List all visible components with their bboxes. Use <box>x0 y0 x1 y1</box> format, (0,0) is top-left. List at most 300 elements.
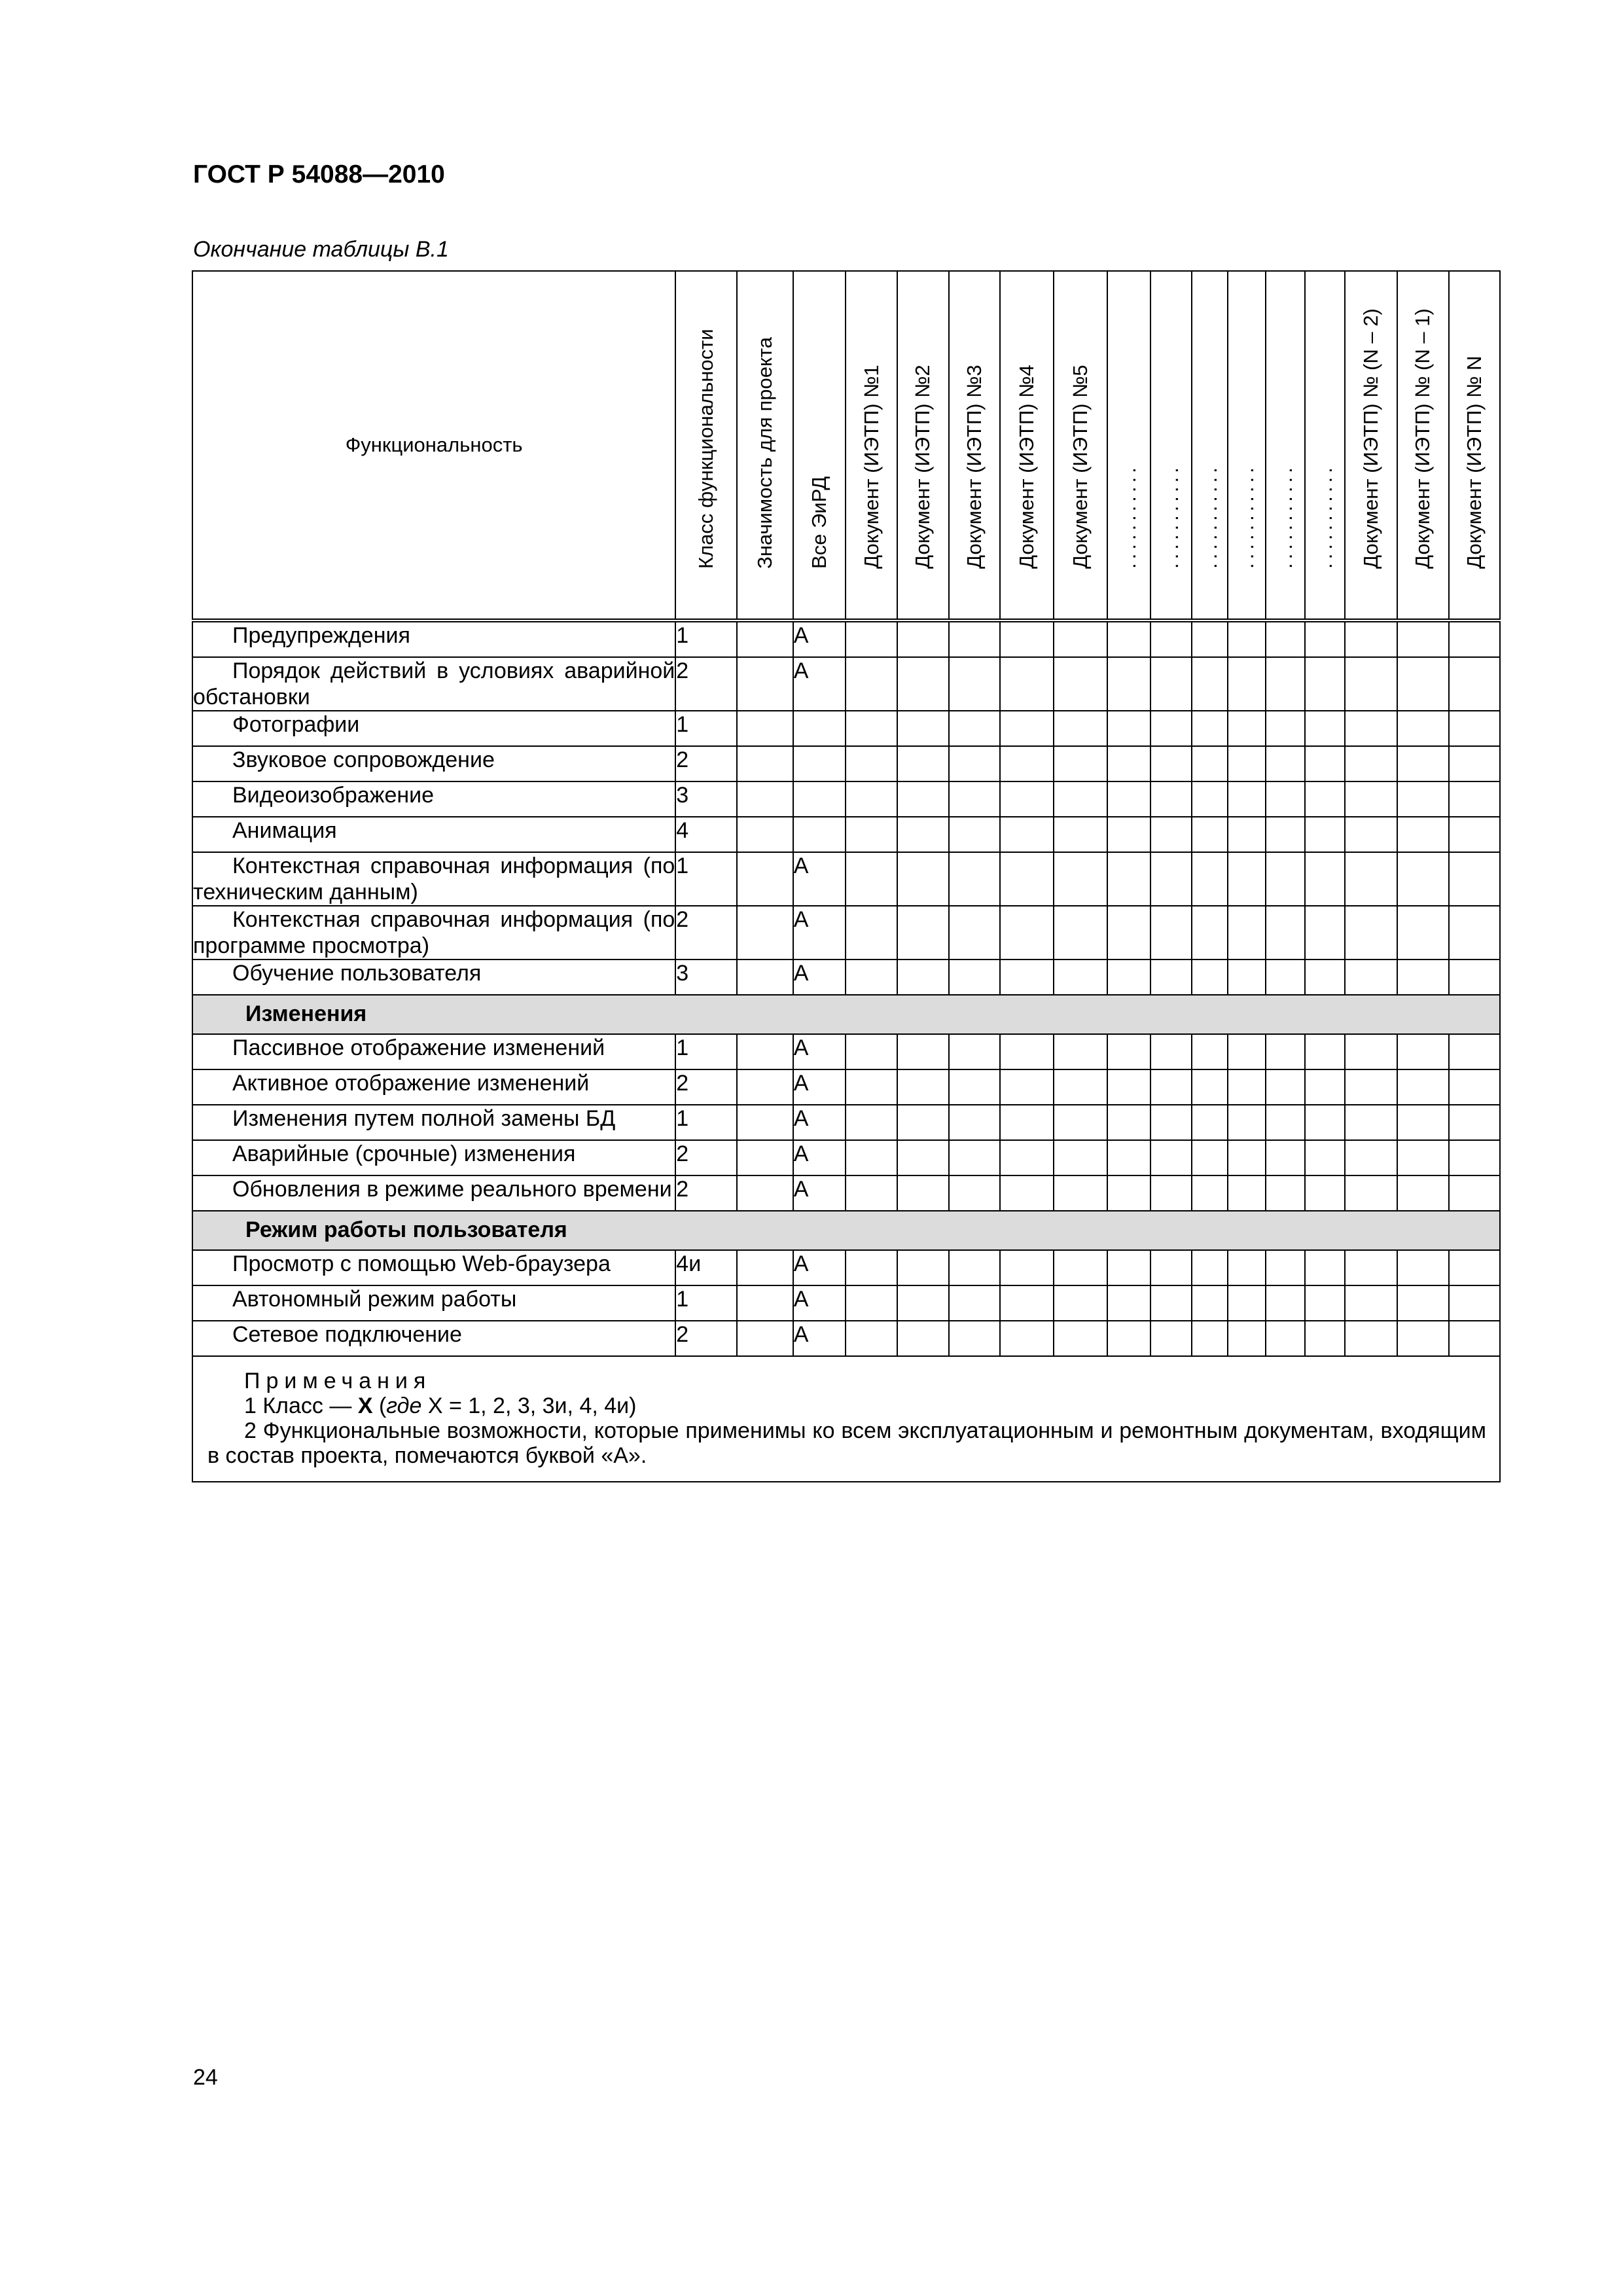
document-cell <box>1449 746 1500 781</box>
document-cell <box>1150 711 1192 746</box>
column-header <box>737 271 793 620</box>
document-cell <box>1305 1069 1345 1105</box>
document-cell <box>1449 960 1500 995</box>
note-1-italic: где <box>386 1393 422 1418</box>
document-cell <box>949 781 1001 817</box>
note-2: 2 Функциональные возможности, которые применимы ко всем эксплуатационным и ремонтным документам, входящим в состав проекта, помечаются буквой «А». <box>207 1418 1486 1468</box>
document-cell <box>1228 746 1265 781</box>
class-cell: 2 <box>675 906 737 960</box>
document-cell <box>1345 1175 1397 1211</box>
feature-cell: Предупреждения <box>192 620 675 657</box>
feature-cell: Изменения путем полной замены БД <box>192 1105 675 1140</box>
document-cell <box>1345 1140 1397 1175</box>
document-cell <box>1107 781 1151 817</box>
document-cell <box>1397 1250 1450 1285</box>
document-cell <box>1228 1321 1265 1356</box>
significance-cell <box>737 1140 793 1175</box>
table-row <box>192 906 1500 960</box>
document-cell <box>846 781 897 817</box>
document-cell <box>1266 852 1306 906</box>
class-cell: 4и <box>675 1250 737 1285</box>
document-cell <box>1192 1175 1228 1211</box>
document-cell <box>846 852 897 906</box>
document-cell <box>949 1250 1001 1285</box>
feature-cell: Аварийные (срочные) изменения <box>192 1140 675 1175</box>
header-row <box>192 271 1500 620</box>
notes-cell <box>192 1356 1500 1482</box>
table-row <box>192 1175 1500 1211</box>
document-cell <box>846 906 897 960</box>
document-cell <box>846 1140 897 1175</box>
document-cell <box>1107 960 1151 995</box>
all-docs-cell: А <box>793 906 846 960</box>
document-cell <box>1107 1321 1151 1356</box>
document-cell <box>1000 1140 1054 1175</box>
document-cell <box>1228 620 1265 657</box>
document-cell <box>846 1175 897 1211</box>
table-body <box>192 620 1500 1356</box>
document-cell <box>1228 1069 1265 1105</box>
document-cell <box>1192 1140 1228 1175</box>
document-cell <box>1397 746 1450 781</box>
document-cell <box>1228 711 1265 746</box>
document-cell <box>949 711 1001 746</box>
document-cell <box>1054 620 1107 657</box>
document-cell <box>897 1285 949 1321</box>
document-cell <box>897 1175 949 1211</box>
document-cell <box>1397 711 1450 746</box>
document-cell <box>1192 657 1228 711</box>
document-cell <box>949 1140 1001 1175</box>
document-cell <box>1449 1321 1500 1356</box>
document-cell <box>1397 1175 1450 1211</box>
significance-cell <box>737 1069 793 1105</box>
document-cell <box>1107 1140 1151 1175</box>
class-cell: 1 <box>675 852 737 906</box>
column-header <box>1449 271 1500 620</box>
document-cell <box>1305 781 1345 817</box>
table-row <box>192 1105 1500 1140</box>
column-header <box>793 271 846 620</box>
document-cell <box>846 1285 897 1321</box>
document-cell <box>897 817 949 852</box>
document-cell <box>949 906 1001 960</box>
column-header <box>1266 271 1306 620</box>
document-cell <box>1107 906 1151 960</box>
document-cell <box>1150 817 1192 852</box>
all-docs-cell <box>793 781 846 817</box>
document-cell <box>1054 852 1107 906</box>
document-cell <box>1192 852 1228 906</box>
feature-cell: Сетевое подключение <box>192 1321 675 1356</box>
class-cell: 1 <box>675 1105 737 1140</box>
document-cell <box>949 620 1001 657</box>
document-cell <box>1000 620 1054 657</box>
column-header-label: Документ (ИЭТП) №2 <box>911 365 935 569</box>
document-cell <box>1054 711 1107 746</box>
all-docs-cell <box>793 817 846 852</box>
column-header-label: Документ (ИЭТП) №1 <box>859 365 883 569</box>
document-cell <box>897 960 949 995</box>
document-cell <box>1397 1034 1450 1069</box>
document-cell <box>1305 1034 1345 1069</box>
document-cell <box>1150 1069 1192 1105</box>
column-header-label: ........... <box>1198 463 1221 569</box>
document-cell <box>1228 817 1265 852</box>
document-cell <box>846 746 897 781</box>
document-cell <box>949 1175 1001 1211</box>
document-cell <box>1000 1105 1054 1140</box>
column-header-label: Класс функциональности <box>694 329 718 569</box>
document-cell <box>1228 1140 1265 1175</box>
document-cell <box>1305 817 1345 852</box>
document-cell <box>1345 1285 1397 1321</box>
all-docs-cell: А <box>793 1105 846 1140</box>
document-cell <box>1397 1321 1450 1356</box>
document-cell <box>1397 1140 1450 1175</box>
table-row <box>192 1250 1500 1285</box>
note-1-class-symbol: X <box>357 1393 373 1418</box>
document-cell <box>949 960 1001 995</box>
document-cell <box>1397 1069 1450 1105</box>
column-header-label: Документ (ИЭТП) № N <box>1463 355 1486 569</box>
functionality-table <box>192 270 1501 1482</box>
document-cell <box>1107 1250 1151 1285</box>
document-cell <box>1054 781 1107 817</box>
document-cell <box>1305 852 1345 906</box>
document-cell <box>949 1321 1001 1356</box>
document-cell <box>1449 711 1500 746</box>
feature-cell: Активное отображение изменений <box>192 1069 675 1105</box>
document-cell <box>1449 1069 1500 1105</box>
document-cell <box>1228 960 1265 995</box>
document-cell <box>1000 657 1054 711</box>
document-cell <box>1266 1034 1306 1069</box>
document-cell <box>1449 1175 1500 1211</box>
document-cell <box>897 906 949 960</box>
feature-cell: Звуковое сопровождение <box>192 746 675 781</box>
document-cell <box>1054 1250 1107 1285</box>
document-cell <box>1449 657 1500 711</box>
document-cell <box>1228 906 1265 960</box>
document-cell <box>949 657 1001 711</box>
column-header-label: Документ (ИЭТП) №4 <box>1015 365 1039 569</box>
document-cell <box>949 746 1001 781</box>
document-cell <box>846 620 897 657</box>
all-docs-cell: А <box>793 1034 846 1069</box>
column-header <box>1228 271 1265 620</box>
document-cell <box>1228 1034 1265 1069</box>
document-cell <box>1397 1105 1450 1140</box>
document-cell <box>1107 852 1151 906</box>
document-cell <box>1345 852 1397 906</box>
table-row <box>192 1034 1500 1069</box>
document-cell <box>1054 960 1107 995</box>
document-cell <box>1228 1250 1265 1285</box>
feature-cell: Порядок действий в условиях аварийной обстановки <box>193 658 675 709</box>
document-cell <box>1345 1034 1397 1069</box>
feature-cell: Контекстная справочная информация (по программе просмотра) <box>193 907 675 958</box>
document-cell <box>949 1069 1001 1105</box>
class-cell: 3 <box>675 781 737 817</box>
class-cell: 4 <box>675 817 737 852</box>
document-cell <box>897 657 949 711</box>
document-cell <box>1054 906 1107 960</box>
section-row <box>192 995 1500 1034</box>
document-cell <box>1449 1105 1500 1140</box>
document-cell <box>1305 1140 1345 1175</box>
document-cell <box>1107 817 1151 852</box>
document-cell <box>1345 1321 1397 1356</box>
document-cell <box>1054 746 1107 781</box>
feature-column-header: Функциональность <box>192 271 675 620</box>
document-cell <box>1192 711 1228 746</box>
table-row <box>192 1285 1500 1321</box>
all-docs-cell: А <box>793 1175 846 1211</box>
document-cell <box>949 852 1001 906</box>
document-cell <box>846 1250 897 1285</box>
column-header <box>1397 271 1450 620</box>
document-cell <box>1000 1175 1054 1211</box>
document-cell <box>1000 781 1054 817</box>
column-header <box>675 271 737 620</box>
document-cell <box>1449 1034 1500 1069</box>
significance-cell <box>737 1321 793 1356</box>
document-cell <box>897 852 949 906</box>
document-cell <box>949 1285 1001 1321</box>
feature-cell: Фотографии <box>192 711 675 746</box>
column-header <box>949 271 1001 620</box>
all-docs-cell: А <box>793 1140 846 1175</box>
document-cell <box>949 1034 1001 1069</box>
document-cell <box>1345 746 1397 781</box>
document-cell <box>1345 781 1397 817</box>
document-cell <box>1107 620 1151 657</box>
significance-cell <box>737 817 793 852</box>
document-cell <box>1107 1105 1151 1140</box>
document-cell <box>1054 1285 1107 1321</box>
notes-row <box>192 1356 1500 1482</box>
document-cell <box>1107 1175 1151 1211</box>
document-cell <box>1397 657 1450 711</box>
significance-cell <box>737 1285 793 1321</box>
feature-cell: Автономный режим работы <box>192 1285 675 1321</box>
table-row <box>192 960 1500 995</box>
table-row <box>192 781 1500 817</box>
significance-cell <box>737 1105 793 1140</box>
table-row <box>192 711 1500 746</box>
document-cell <box>1054 1034 1107 1069</box>
document-cell <box>1150 1140 1192 1175</box>
document-cell <box>1054 1105 1107 1140</box>
document-cell <box>1266 711 1306 746</box>
document-cell <box>1345 906 1397 960</box>
document-cell <box>846 960 897 995</box>
class-cell: 2 <box>675 1069 737 1105</box>
all-docs-cell: А <box>793 1069 846 1105</box>
column-header-label: Документ (ИЭТП) №3 <box>963 365 986 569</box>
all-docs-cell: А <box>793 852 846 906</box>
document-cell <box>1150 906 1192 960</box>
page-number: 24 <box>193 2065 218 2090</box>
document-cell <box>1192 746 1228 781</box>
column-header-label: Все ЭиРД <box>808 476 831 569</box>
column-header <box>1150 271 1192 620</box>
column-header <box>1345 271 1397 620</box>
document-cell <box>1397 1285 1450 1321</box>
document-cell <box>1345 711 1397 746</box>
document-cell <box>1397 960 1450 995</box>
feature-cell: Анимация <box>192 817 675 852</box>
document-header: ГОСТ Р 54088—2010 <box>193 160 445 188</box>
document-cell <box>1192 781 1228 817</box>
document-cell <box>1266 1105 1306 1140</box>
document-cell <box>1150 1034 1192 1069</box>
significance-cell <box>737 781 793 817</box>
significance-cell <box>737 960 793 995</box>
document-cell <box>846 1069 897 1105</box>
document-cell <box>949 817 1001 852</box>
class-cell: 2 <box>675 1321 737 1356</box>
document-cell <box>1266 781 1306 817</box>
table-row <box>192 620 1500 657</box>
document-cell <box>1266 620 1306 657</box>
section-title: Режим работы пользователя <box>192 1211 1500 1250</box>
column-header <box>1305 271 1345 620</box>
document-cell <box>1000 1250 1054 1285</box>
document-cell <box>1305 1250 1345 1285</box>
all-docs-cell <box>793 711 846 746</box>
document-cell <box>1000 852 1054 906</box>
document-cell <box>1228 657 1265 711</box>
table-row <box>192 852 1500 906</box>
document-cell <box>1192 960 1228 995</box>
document-cell <box>1054 1175 1107 1211</box>
document-cell <box>1266 960 1306 995</box>
document-cell <box>1305 746 1345 781</box>
significance-cell <box>737 1034 793 1069</box>
document-cell <box>1000 1069 1054 1105</box>
column-header-label: ........... <box>1159 463 1183 569</box>
class-cell: 1 <box>675 620 737 657</box>
column-header <box>846 271 897 620</box>
document-cell <box>1192 817 1228 852</box>
table-row <box>192 1140 1500 1175</box>
document-cell <box>1192 1250 1228 1285</box>
table-row <box>192 1069 1500 1105</box>
column-header-label: Документ (ИЭТП) № (N – 1) <box>1411 308 1435 569</box>
column-header-label: ........... <box>1313 463 1336 569</box>
document-cell <box>897 781 949 817</box>
document-cell <box>949 1105 1001 1140</box>
document-cell <box>1345 960 1397 995</box>
document-cell <box>1345 1069 1397 1105</box>
document-cell <box>1107 746 1151 781</box>
significance-cell <box>737 906 793 960</box>
document-cell <box>1266 906 1306 960</box>
table-row <box>192 746 1500 781</box>
document-cell <box>1397 781 1450 817</box>
document-cell <box>1305 711 1345 746</box>
document-cell <box>1449 1250 1500 1285</box>
document-cell <box>846 1105 897 1140</box>
document-cell <box>1000 1034 1054 1069</box>
document-cell <box>1345 1105 1397 1140</box>
document-cell <box>1266 1321 1306 1356</box>
document-cell <box>1228 1105 1265 1140</box>
document-cell <box>1305 1105 1345 1140</box>
document-cell <box>1000 1321 1054 1356</box>
notes-title: Примечания <box>244 1369 432 1393</box>
feature-cell: Обновления в режиме реального времени <box>192 1175 675 1211</box>
significance-cell <box>737 1250 793 1285</box>
document-cell <box>1345 817 1397 852</box>
document-cell <box>897 711 949 746</box>
all-docs-cell: А <box>793 1285 846 1321</box>
table-header <box>192 271 1500 620</box>
document-cell <box>1000 906 1054 960</box>
document-cell <box>1192 620 1228 657</box>
document-cell <box>1000 746 1054 781</box>
column-header <box>1107 271 1151 620</box>
table-caption: Окончание таблицы В.1 <box>193 237 449 262</box>
document-cell <box>1150 1285 1192 1321</box>
all-docs-cell: А <box>793 1321 846 1356</box>
significance-cell <box>737 1175 793 1211</box>
table-row <box>192 1321 1500 1356</box>
document-cell <box>1305 657 1345 711</box>
significance-cell <box>737 657 793 711</box>
document-cell <box>1305 620 1345 657</box>
column-header <box>897 271 949 620</box>
document-cell <box>1107 1285 1151 1321</box>
feature-cell: Обучение пользователя <box>192 960 675 995</box>
document-cell <box>1305 1321 1345 1356</box>
significance-cell <box>737 852 793 906</box>
class-cell: 1 <box>675 1034 737 1069</box>
document-cell <box>1107 657 1151 711</box>
document-cell <box>1449 781 1500 817</box>
all-docs-cell: А <box>793 620 846 657</box>
document-cell <box>1397 852 1450 906</box>
document-cell <box>1449 620 1500 657</box>
document-cell <box>1397 906 1450 960</box>
document-cell <box>1266 817 1306 852</box>
class-cell: 2 <box>675 1175 737 1211</box>
feature-cell: Контекстная справочная информация (по техническим данным) <box>193 853 675 905</box>
document-cell <box>1305 1175 1345 1211</box>
document-cell <box>1054 1321 1107 1356</box>
document-cell <box>1192 906 1228 960</box>
document-cell <box>1150 852 1192 906</box>
document-cell <box>1449 906 1500 960</box>
document-cell <box>897 1034 949 1069</box>
document-cell <box>897 1069 949 1105</box>
document-cell <box>1345 620 1397 657</box>
document-cell <box>1192 1069 1228 1105</box>
document-cell <box>1305 906 1345 960</box>
document-cell <box>1266 746 1306 781</box>
document-cell <box>1228 1285 1265 1321</box>
all-docs-cell: А <box>793 960 846 995</box>
feature-cell: Просмотр с помощью Web-браузера <box>192 1250 675 1285</box>
document-cell <box>1449 1140 1500 1175</box>
class-cell: 2 <box>675 657 737 711</box>
class-cell: 2 <box>675 746 737 781</box>
column-header-label: Документ (ИЭТП) № (N – 2) <box>1359 308 1382 569</box>
document-cell <box>1107 1034 1151 1069</box>
document-cell <box>897 1250 949 1285</box>
